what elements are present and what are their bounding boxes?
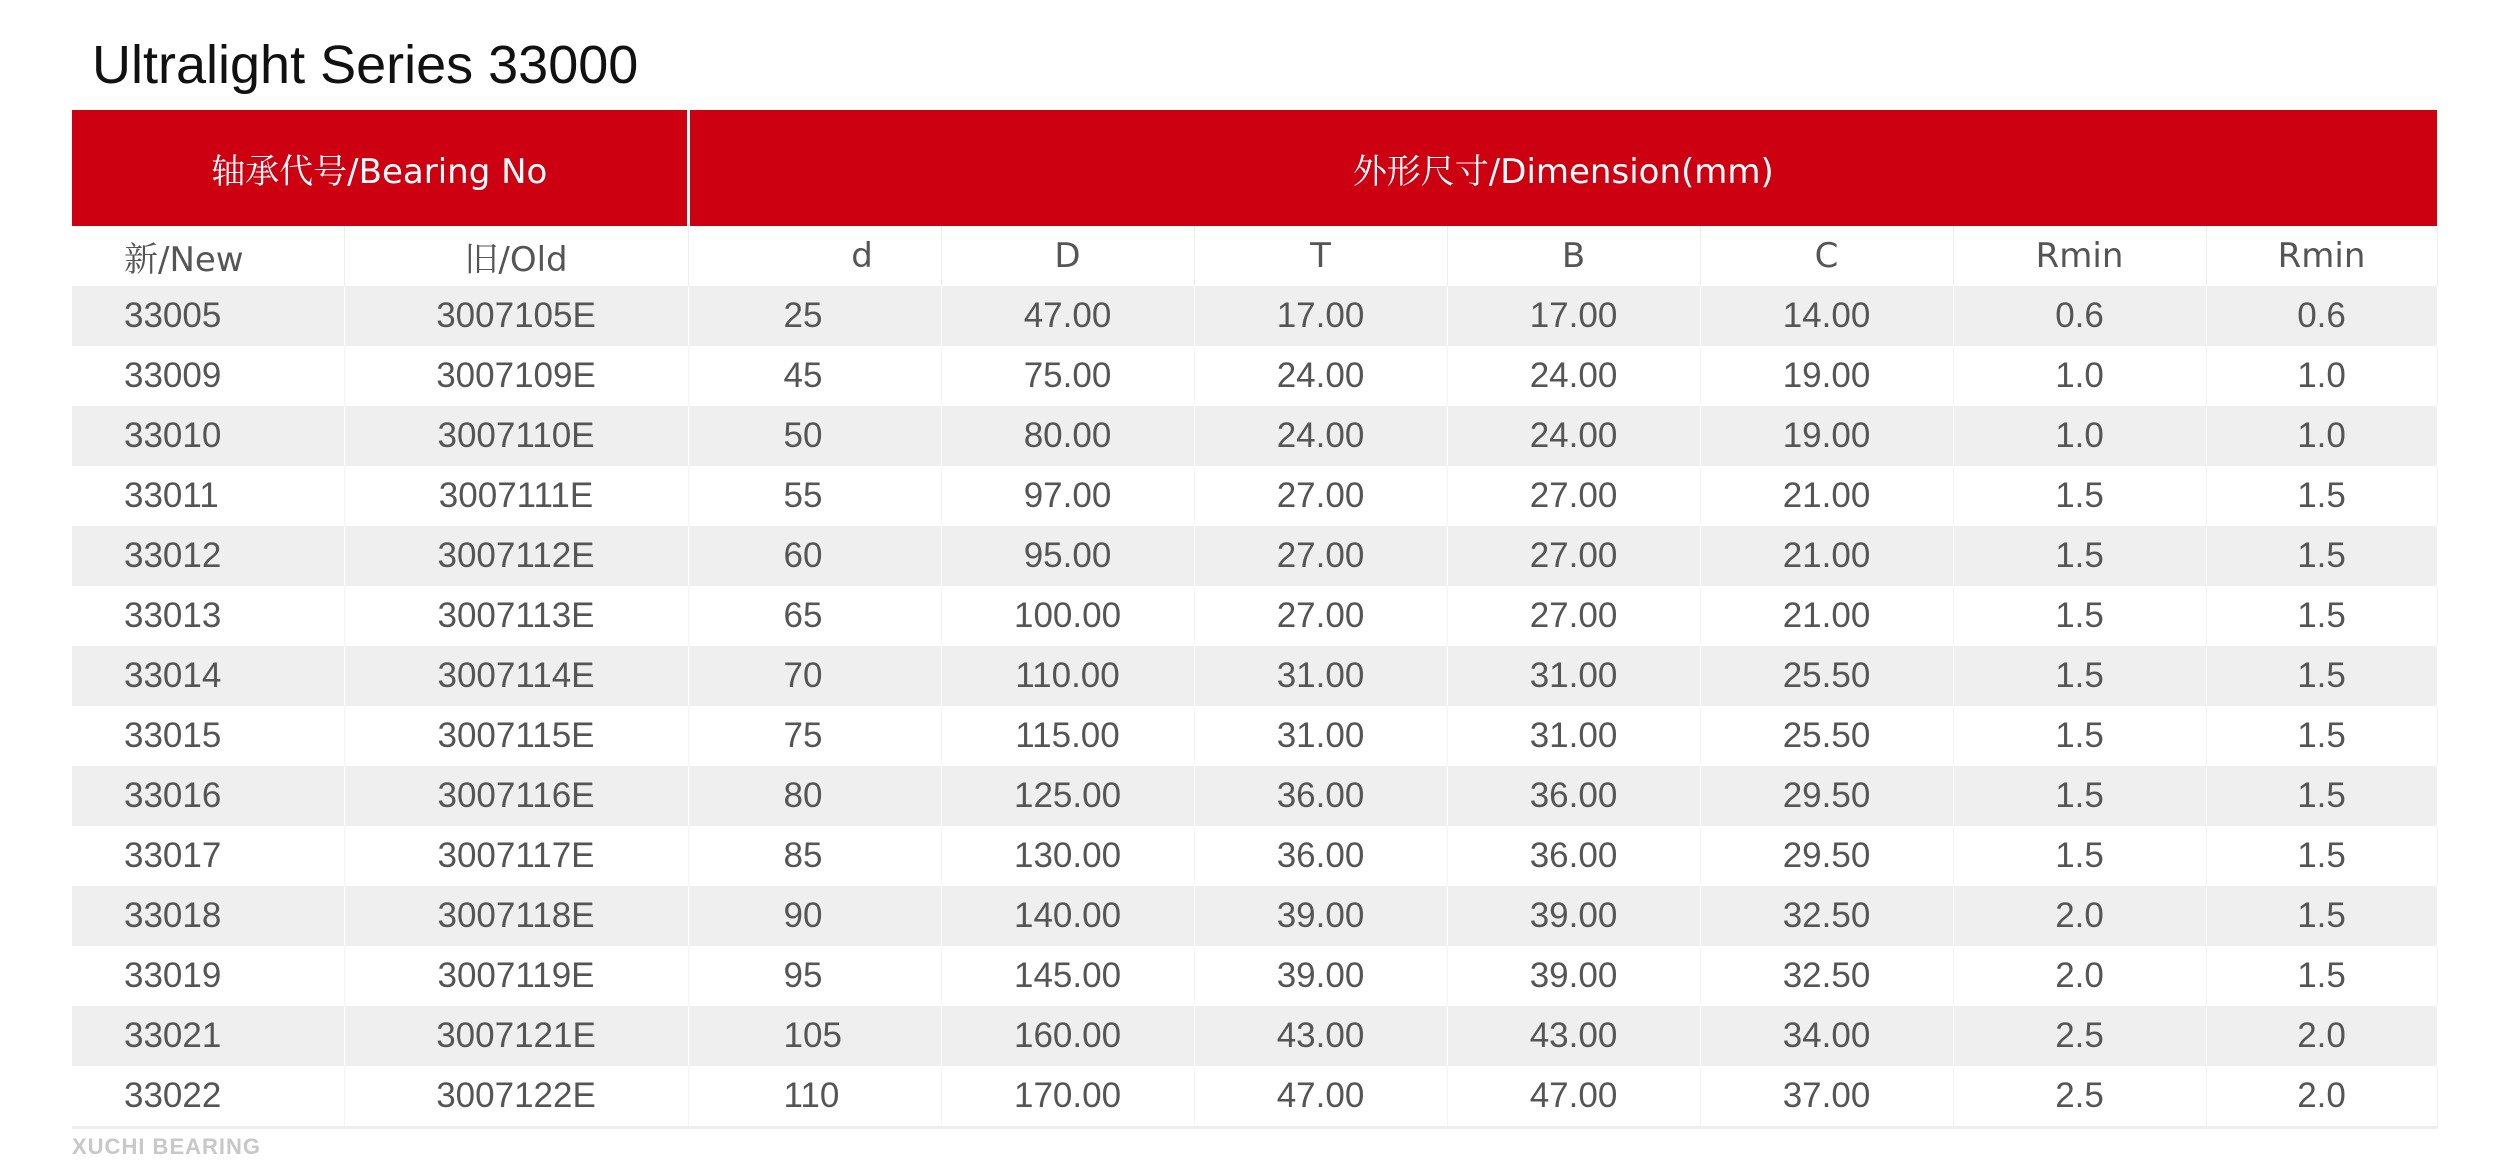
cell-T: 17.00 [1194,286,1447,346]
cell-C: 21.00 [1700,586,1953,646]
cell-B: 36.00 [1447,766,1700,826]
cell-d: 85 [688,826,941,886]
cell-rmin-1: 1.5 [1953,526,2206,586]
cell-C: 19.00 [1700,346,1953,406]
column-header-old: 旧/Old [344,226,688,286]
column-header-B: B [1447,226,1700,286]
cell-T: 27.00 [1194,586,1447,646]
table-row [72,346,2437,406]
dimension-header: 外形尺寸/Dimension(mm) [688,110,2437,226]
cell-T: 31.00 [1194,706,1447,766]
cell-T: 43.00 [1194,1006,1447,1066]
cell-d: 70 [688,646,941,706]
cell-rmin-2: 1.5 [2206,646,2437,706]
cell-old: 3007114E [344,646,688,706]
column-header-d: d [688,226,941,286]
cell-T: 36.00 [1194,766,1447,826]
cell-rmin-2: 1.5 [2206,586,2437,646]
cell-T: 39.00 [1194,886,1447,946]
cell-rmin-2: 1.5 [2206,526,2437,586]
cell-D: 170.00 [941,1066,1194,1128]
cell-old: 3007119E [344,946,688,1006]
cell-D: 100.00 [941,586,1194,646]
cell-d: 75 [688,706,941,766]
cell-D: 75.00 [941,346,1194,406]
cell-old: 3007116E [344,766,688,826]
cell-T: 24.00 [1194,346,1447,406]
cell-old: 3007117E [344,826,688,886]
cell-D: 160.00 [941,1006,1194,1066]
cell-new: 33005 [72,286,344,346]
table-row [72,1066,2437,1128]
cell-rmin-1: 1.5 [1953,466,2206,526]
cell-C: 29.50 [1700,766,1953,826]
cell-D: 145.00 [941,946,1194,1006]
table-row [72,1006,2437,1066]
column-header-rmin-1: Rmin [1953,226,2206,286]
cell-T: 24.00 [1194,406,1447,466]
cell-C: 32.50 [1700,946,1953,1006]
cell-rmin-1: 2.0 [1953,886,2206,946]
cell-B: 31.00 [1447,646,1700,706]
cell-B: 17.00 [1447,286,1700,346]
cell-D: 110.00 [941,646,1194,706]
cell-rmin-2: 1.5 [2206,886,2437,946]
table-row [72,886,2437,946]
table-row [72,646,2437,706]
table-row [72,766,2437,826]
cell-old: 3007110E [344,406,688,466]
cell-rmin-1: 1.0 [1953,406,2206,466]
cell-B: 24.00 [1447,406,1700,466]
cell-rmin-1: 1.0 [1953,346,2206,406]
cell-d: 50 [688,406,941,466]
column-header-row [72,226,2437,286]
footer-brand-watermark: XUCHI BEARING [72,1134,262,1159]
table-row [72,286,2437,346]
cell-old: 3007122E [344,1066,688,1128]
cell-B: 31.00 [1447,706,1700,766]
cell-new: 33012 [72,526,344,586]
cell-B: 39.00 [1447,946,1700,1006]
cell-new: 33013 [72,586,344,646]
cell-rmin-1: 2.0 [1953,946,2206,1006]
table-row [72,406,2437,466]
cell-C: 25.50 [1700,646,1953,706]
page-title: Ultralight Series 33000 [92,35,639,95]
table-row [72,946,2437,1006]
cell-rmin-1: 1.5 [1953,646,2206,706]
cell-old: 3007109E [344,346,688,406]
cell-rmin-2: 2.0 [2206,1006,2437,1066]
cell-B: 43.00 [1447,1006,1700,1066]
cell-B: 36.00 [1447,826,1700,886]
cell-D: 97.00 [941,466,1194,526]
cell-new: 33014 [72,646,344,706]
cell-rmin-1: 1.5 [1953,586,2206,646]
cell-C: 19.00 [1700,406,1953,466]
cell-B: 39.00 [1447,886,1700,946]
cell-C: 25.50 [1700,706,1953,766]
cell-d: 55 [688,466,941,526]
cell-rmin-2: 1.5 [2206,706,2437,766]
cell-old: 3007112E [344,526,688,586]
cell-C: 14.00 [1700,286,1953,346]
column-header-T: T [1194,226,1447,286]
cell-C: 21.00 [1700,526,1953,586]
cell-new: 33018 [72,886,344,946]
cell-old: 3007105E [344,286,688,346]
cell-rmin-2: 1.5 [2206,766,2437,826]
cell-d: 65 [688,586,941,646]
cell-rmin-2: 1.5 [2206,826,2437,886]
cell-T: 47.00 [1194,1066,1447,1128]
bearing-spec-table [72,110,2438,1129]
cell-rmin-2: 0.6 [2206,286,2437,346]
cell-new: 33015 [72,706,344,766]
cell-D: 95.00 [941,526,1194,586]
cell-C: 32.50 [1700,886,1953,946]
cell-T: 36.00 [1194,826,1447,886]
cell-d: 80 [688,766,941,826]
cell-B: 27.00 [1447,586,1700,646]
cell-d: 105 [688,1006,941,1066]
cell-rmin-2: 1.0 [2206,406,2437,466]
table-row [72,706,2437,766]
cell-old: 3007121E [344,1006,688,1066]
cell-old: 3007111E [344,466,688,526]
cell-C: 34.00 [1700,1006,1953,1066]
column-header-C: C [1700,226,1953,286]
cell-B: 27.00 [1447,466,1700,526]
cell-new: 33009 [72,346,344,406]
table-row [72,466,2437,526]
cell-rmin-1: 0.6 [1953,286,2206,346]
cell-d: 45 [688,346,941,406]
cell-new: 33021 [72,1006,344,1066]
table-row [72,526,2437,586]
cell-B: 24.00 [1447,346,1700,406]
cell-D: 140.00 [941,886,1194,946]
cell-rmin-2: 1.5 [2206,466,2437,526]
cell-D: 47.00 [941,286,1194,346]
cell-rmin-2: 2.0 [2206,1066,2437,1128]
cell-old: 3007118E [344,886,688,946]
cell-B: 47.00 [1447,1066,1700,1128]
cell-C: 37.00 [1700,1066,1953,1128]
cell-new: 33011 [72,466,344,526]
cell-new: 33010 [72,406,344,466]
cell-D: 80.00 [941,406,1194,466]
cell-old: 3007115E [344,706,688,766]
cell-D: 115.00 [941,706,1194,766]
cell-d: 90 [688,886,941,946]
cell-T: 27.00 [1194,526,1447,586]
cell-T: 27.00 [1194,466,1447,526]
cell-C: 29.50 [1700,826,1953,886]
cell-rmin-2: 1.0 [2206,346,2437,406]
cell-rmin-1: 2.5 [1953,1006,2206,1066]
bearing-spec-table-container [72,110,2437,1129]
table-body [72,286,2437,1128]
cell-D: 125.00 [941,766,1194,826]
cell-d: 110 [688,1066,941,1128]
cell-d: 25 [688,286,941,346]
cell-d: 95 [688,946,941,1006]
cell-rmin-2: 1.5 [2206,946,2437,1006]
cell-C: 21.00 [1700,466,1953,526]
cell-old: 3007113E [344,586,688,646]
group-header-row [72,110,2437,226]
cell-rmin-1: 1.5 [1953,826,2206,886]
cell-new: 33016 [72,766,344,826]
table-row [72,586,2437,646]
cell-D: 130.00 [941,826,1194,886]
cell-d: 60 [688,526,941,586]
cell-rmin-1: 1.5 [1953,766,2206,826]
cell-B: 27.00 [1447,526,1700,586]
cell-T: 39.00 [1194,946,1447,1006]
cell-new: 33017 [72,826,344,886]
column-header-D: D [941,226,1194,286]
column-header-rmin-2: Rmin [2206,226,2437,286]
cell-new: 33022 [72,1066,344,1128]
cell-new: 33019 [72,946,344,1006]
table-row [72,826,2437,886]
cell-rmin-1: 2.5 [1953,1066,2206,1128]
bearing-no-header: 轴承代号/Bearing No [72,110,688,226]
column-header-new: 新/New [72,226,344,286]
cell-rmin-1: 1.5 [1953,706,2206,766]
cell-T: 31.00 [1194,646,1447,706]
